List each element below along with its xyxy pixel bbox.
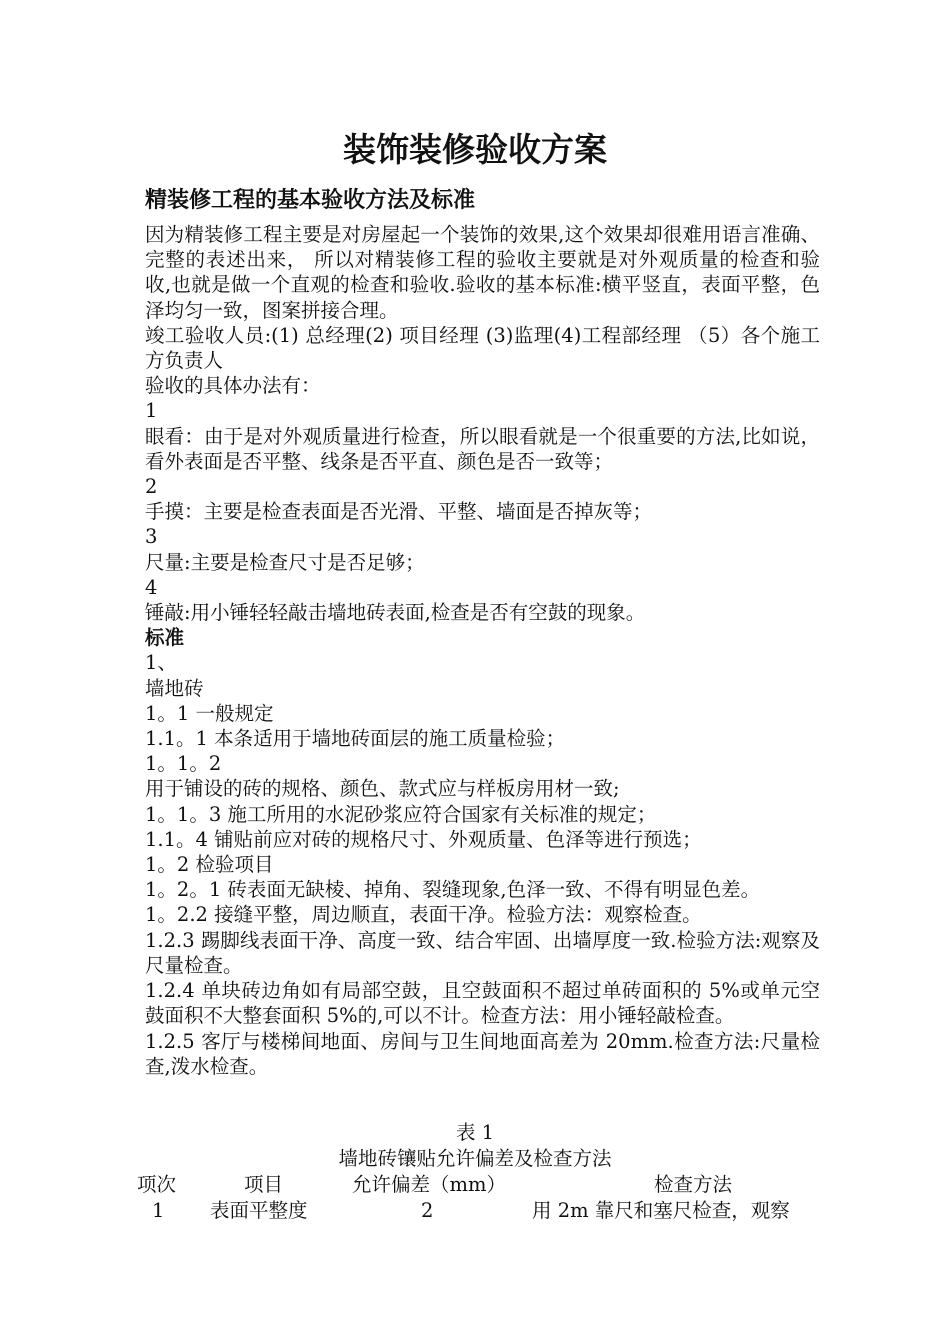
table-caption-number: 表 1 [455, 1121, 495, 1144]
table-cell: 表面平整度 [210, 1199, 308, 1222]
document-body [145, 222, 820, 1079]
clause-number: 1。1。2 [145, 752, 222, 776]
table-header-row [0, 1172, 950, 1198]
method-knock: 锤敲:用小锤轻轻敲击墙地砖表面,检查是否有空鼓的现象。 [145, 601, 646, 625]
clause: 用于铺设的砖的规格、颜色、款式应与样板房用材一致; [145, 777, 620, 801]
table-header-cell: 项目 [244, 1173, 284, 1196]
clause: 1.2.3 踢脚线表面干净、高度一致、结合牢固、出墙厚度一致.检验方法:观察及尺量检查。 [145, 928, 820, 977]
intro-paragraph: 因为精装修工程主要是对房屋起一个装饰的效果,这个效果却很难用语言准确、完整的表述出来， 所以对精装修工程的验收主要就是对外观质量的检查和验收,也就是做一个直观的检查和验收.验收的基本标准:横平竖直，表面平整，色泽均匀一致，图案拼接合理。 [145, 223, 820, 322]
document-title: 装饰装修验收方案 [343, 130, 607, 169]
clause: 1.2.5 客厅与楼梯间地面、房间与卫生间地面高差为 20mm.检查方法:尺量检查,泼水检查。 [145, 1029, 820, 1078]
table-row [0, 1198, 950, 1224]
table-caption-title: 墙地砖镶贴允许偏差及检查方法 [338, 1147, 612, 1170]
method-visual: 眼看：由于是对外观质量进行检查，所以眼看就是一个很重要的方法,比如说，看外表面是否平整、线条是否平直、颜色是否一致等； [145, 424, 820, 473]
table-header-cell: 项次 [137, 1173, 177, 1196]
section-number: 1、 [145, 651, 177, 675]
clause: 1。1。3 施工所用的水泥砂浆应符合国家有关标准的规定； [145, 802, 657, 826]
clause-heading: 1。2 检验项目 [145, 853, 274, 877]
method-heading: 验收的具体办法有： [145, 374, 321, 398]
standards-heading: 标准 [145, 626, 185, 650]
table-cell: 2 [421, 1199, 434, 1222]
method-number: 4 [145, 575, 158, 599]
method-number: 3 [145, 525, 158, 549]
table-header-cell: 检查方法 [654, 1173, 733, 1196]
method-number: 2 [145, 475, 158, 499]
clause: 1.1。1 本条适用于墙地砖面层的施工质量检验； [145, 727, 566, 751]
method-measure: 尺量:主要是检查尺寸是否足够； [145, 550, 425, 574]
clause: 1。2。1 砖表面无缺棱、掉角、裂缝现象,色泽一致、不得有明显色差。 [145, 878, 761, 902]
table-cell: 1 [152, 1199, 165, 1222]
section-title: 墙地砖 [145, 676, 204, 700]
method-number: 1 [145, 399, 158, 423]
clause: 1.1。4 铺贴前应对砖的规格尺寸、外观质量、色泽等进行预选； [145, 827, 702, 851]
method-touch: 手摸：主要是检查表面是否光滑、平整、墙面是否掉灰等； [145, 500, 653, 524]
tolerance-table [0, 1120, 950, 1224]
inspection-personnel: 竣工验收人员:(1) 总经理(2) 项目经理 (3)监理(4)工程部经理 （5）各个施工方负责人 [145, 323, 820, 373]
clause: 1.2.4 单块砖边角如有局部空鼓，且空鼓面积不超过单砖面积的 5%或单元空鼓面积不大整套面积 5%的,可以不计。检查方法：用小锤轻敲检查。 [145, 979, 820, 1028]
document-subtitle: 精装修工程的基本验收方法及标准 [145, 188, 476, 213]
clause: 1。2.2 接缝平整，周边顺直，表面干净。检验方法：观察检查。 [145, 903, 702, 927]
table-header-cell: 允许偏差（mm） [352, 1173, 506, 1196]
table-cell: 用 2m 靠尺和塞尺检查，观察 [532, 1199, 790, 1222]
clause-heading: 1。1 一般规定 [145, 701, 274, 725]
